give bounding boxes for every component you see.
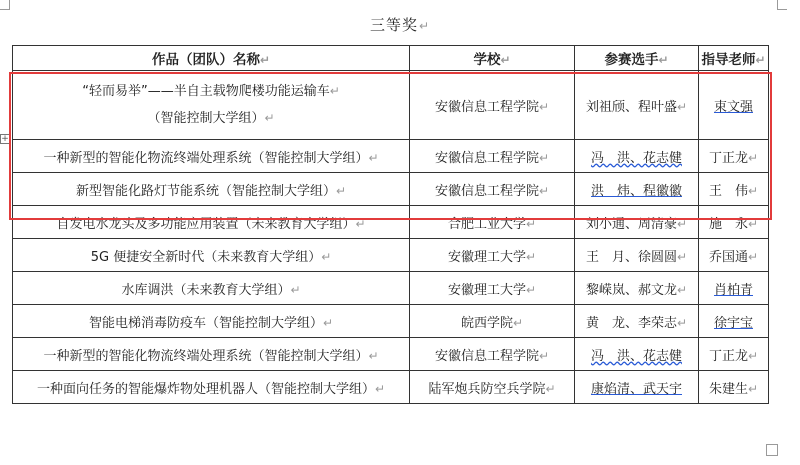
cell-name[interactable]: 水库调洪（未来教育大学组）↵ [13, 272, 410, 305]
cell-teacher[interactable]: 束文强 [699, 71, 769, 140]
table-row [13, 206, 769, 239]
page-corner-top-left [0, 0, 10, 10]
table-row [13, 239, 769, 272]
cell-players[interactable]: 冯 洪、花志健 [575, 140, 699, 173]
table-row [13, 371, 769, 404]
cell-teacher[interactable]: 徐宇宝 [699, 305, 769, 338]
cell-school[interactable]: 合肥工业大学↵ [410, 206, 575, 239]
cell-players[interactable]: 刘祖颀、程叶盛↵ [575, 71, 699, 140]
cell-school[interactable]: 安徽理工大学↵ [410, 239, 575, 272]
cell-players[interactable]: 冯 洪、花志健 [575, 338, 699, 371]
table-header-row [13, 46, 769, 71]
cell-name[interactable]: 一种新型的智能化物流终端处理系统（智能控制大学组）↵ [13, 140, 410, 173]
table-move-handle[interactable]: + [1, 134, 9, 144]
cell-teacher[interactable]: 王 伟↵ [699, 173, 769, 206]
cell-name[interactable]: 智能电梯消毒防疫车（智能控制大学组）↵ [13, 305, 410, 338]
paragraph-mark: ↵ [418, 19, 431, 33]
cell-teacher[interactable]: 丁正龙↵ [699, 338, 769, 371]
heading-text: 三等奖 [369, 16, 418, 34]
table-row [13, 173, 769, 206]
page-corner-top-right [777, 0, 787, 10]
cell-teacher[interactable]: 朱建生↵ [699, 371, 769, 404]
cell-name[interactable]: 自发电水龙头及多功能应用装置（未来教育大学组）↵ [13, 206, 410, 239]
table-row [13, 71, 769, 140]
cell-teacher[interactable]: 肖柏青 [699, 272, 769, 305]
table-row [13, 305, 769, 338]
cell-school[interactable]: 陆军炮兵防空兵学院↵ [410, 371, 575, 404]
cell-school[interactable]: 安徽信息工程学院↵ [410, 338, 575, 371]
cell-players[interactable]: 黎嵘岚、郝文龙↵ [575, 272, 699, 305]
page-corner-bottom-right [766, 444, 778, 456]
cell-players[interactable]: 王 月、徐圆圆↵ [575, 239, 699, 272]
cell-name[interactable]: 5G 便捷安全新时代（未来教育大学组）↵ [13, 239, 410, 272]
cell-name[interactable]: 一种新型的智能化物流终端处理系统（智能控制大学组）↵ [13, 338, 410, 371]
header-school: 学校↵ [410, 46, 575, 71]
cell-players[interactable]: 康焰清、武天宇 [575, 371, 699, 404]
cell-school[interactable]: 皖西学院↵ [410, 305, 575, 338]
header-name: 作品（团队）名称↵ [13, 46, 410, 71]
cell-players[interactable]: 洪 炜、程徽徽 [575, 173, 699, 206]
cell-school[interactable]: 安徽信息工程学院↵ [410, 140, 575, 173]
cell-players[interactable]: 黄 龙、李荣志↵ [575, 305, 699, 338]
cell-teacher[interactable]: 乔国通↵ [699, 239, 769, 272]
cell-players[interactable]: 刘小通、周清豪↵ [575, 206, 699, 239]
cell-school[interactable]: 安徽信息工程学院↵ [410, 173, 575, 206]
table-row [13, 272, 769, 305]
document-heading [0, 14, 800, 35]
header-teacher: 指导老师↵ [699, 46, 769, 71]
cell-teacher[interactable]: 丁正龙↵ [699, 140, 769, 173]
cell-teacher[interactable]: 施 永↵ [699, 206, 769, 239]
cell-school[interactable]: 安徽理工大学↵ [410, 272, 575, 305]
table-row [13, 140, 769, 173]
cell-name[interactable]: “轻而易举”——半自主载物爬楼功能运输车↵ （智能控制大学组）↵ [13, 71, 410, 140]
cell-name[interactable]: 新型智能化路灯节能系统（智能控制大学组）↵ [13, 173, 410, 206]
awards-table [12, 45, 769, 404]
cell-name[interactable]: 一种面向任务的智能爆炸物处理机器人（智能控制大学组）↵ [13, 371, 410, 404]
header-players: 参赛选手↵ [575, 46, 699, 71]
cell-school[interactable]: 安徽信息工程学院↵ [410, 71, 575, 140]
table-row [13, 338, 769, 371]
